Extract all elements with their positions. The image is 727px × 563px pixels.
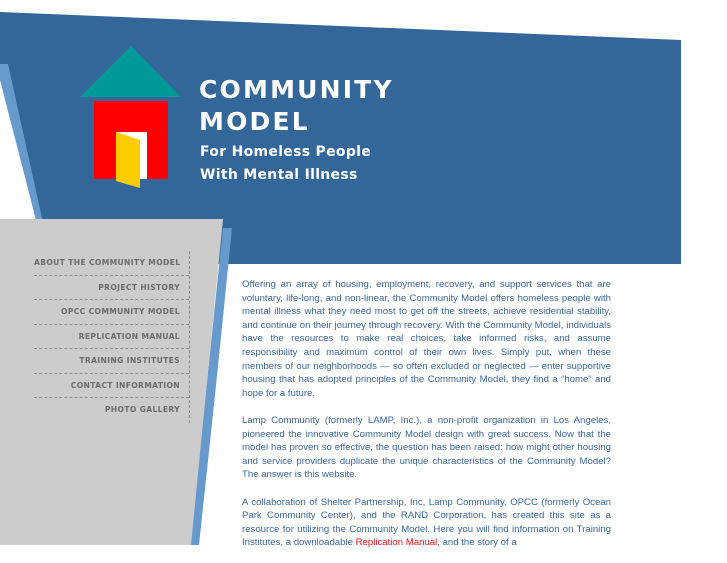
main-content — [242, 278, 611, 563]
site-subtitle — [200, 141, 371, 187]
intro-paragraph: Offering an array of housing, employment, recovery, and support services that are voluntary, life-long, and non-linear, the Community Model offers homeless people with mental illness what they need most to get off the streets, achieve residential stability, and continue on their journey through recovery. With the Community Model, individuals have the resources to make real choices, take informed risks, and assume responsibility and maximum control of their own lives. Simply put, when these members of our neighborhoods — so often excluded or neglected — enter supportive housing that has adopted principles of the Community Model, they find a “home” and hope for a future. — [242, 279, 611, 399]
history-paragraph: Lamp Community (formerly LAMP, Inc.), a non-profit organization in Los Angeles, pioneered the innovative Community Model design with great success. Now that the model has proven so effective, the question has been raised: how might other housing and service providers duplicate the unique characteristics of the Community Model? The answer is this website. — [242, 414, 611, 481]
nav-replication-manual[interactable]: REPLICATION MANUAL — [34, 325, 189, 350]
site-title-line2: MODEL — [199, 107, 310, 136]
site-title — [199, 74, 394, 138]
roof-shape — [80, 46, 181, 97]
main-nav — [34, 251, 190, 423]
collaboration-text: A collaboration of Shelter Partnership, Inc, Lamp Community, OPCC (formerly Ocean Park Community Center), and the RAND Corporation, has created this site as a resource for utilizing the Community Model. Here you will find information on Training Institutes, a downloadable — [242, 496, 611, 549]
nav-photo-gallery[interactable]: PHOTO GALLERY — [104, 405, 180, 414]
door-leaf — [116, 132, 140, 188]
nav-training-institutes[interactable]: TRAINING INSTITUTES — [34, 349, 189, 374]
site-title-line1: COMMUNITY — [199, 75, 394, 104]
site-subtitle-line1: For Homeless People — [200, 144, 372, 160]
nav-about-community-model[interactable]: ABOUT THE COMMUNITY MODEL — [34, 251, 189, 276]
replication-manual-link[interactable]: Replication Manual — [355, 537, 438, 549]
site-subtitle-line2: With Mental Illness — [200, 167, 358, 183]
nav-project-history[interactable]: PROJECT HISTORY — [34, 276, 189, 301]
collaboration-paragraph — [242, 496, 611, 550]
house-with-open-door-icon — [0, 0, 200, 200]
collaboration-text-end: , and the story of a — [437, 537, 517, 549]
nav-contact-information[interactable]: CONTACT INFORMATION — [34, 374, 189, 399]
nav-opcc-community-model[interactable]: OPCC COMMUNITY MODEL — [34, 300, 189, 325]
